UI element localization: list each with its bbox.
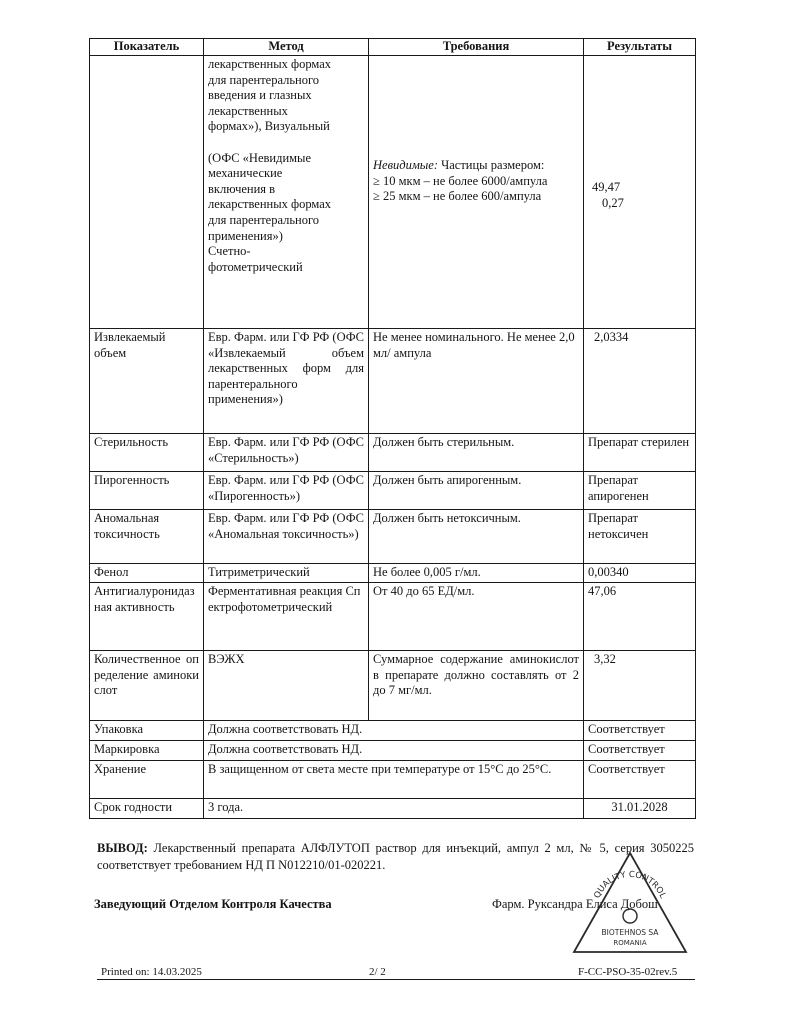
cell-result: 47,06 <box>584 583 696 651</box>
method-line: включения в <box>208 181 276 196</box>
table-row <box>90 434 696 472</box>
cell-indicator: Пирогенность <box>90 472 204 510</box>
cell-requirement: Должен быть стерильным. <box>369 434 584 472</box>
cell-indicator: Аномальная токсичность <box>90 510 204 564</box>
cell-result: Соответствует <box>584 721 696 741</box>
cell-indicator: Стерильность <box>90 434 204 472</box>
requirement-line: ≥ 10 мкм – не более 6000/ампула <box>373 173 548 188</box>
cell-result: 31.01.2028 <box>584 799 696 819</box>
method-line: для парентерального <box>208 72 320 87</box>
header-indicator: Показатель <box>90 39 204 56</box>
cell-result: Соответствует <box>584 741 696 761</box>
cell-method: Ферментативная реакция Спектрофотометрический <box>204 583 369 651</box>
cell-result: Препарат нетоксичен <box>584 510 696 564</box>
table-row <box>90 472 696 510</box>
table-row-merged <box>90 761 696 799</box>
method-line <box>208 135 364 151</box>
cell-result-invisible <box>584 56 696 329</box>
cell-indicator: Антигиалуронидазная активность <box>90 583 204 651</box>
footer-page-number: 2/ 2 <box>369 966 386 978</box>
table-row-merged <box>90 741 696 761</box>
requirement-label: Невидимые: <box>373 158 438 172</box>
cell-requirement: Не более 0,005 г/мл. <box>369 564 584 583</box>
quality-control-stamp <box>571 850 689 956</box>
method-line: фотометрический <box>208 259 303 274</box>
cell-requirement-invisible <box>369 56 584 329</box>
cell-result: Препарат стерилен <box>584 434 696 472</box>
stamp-arc-text: QUALITY CONTROL <box>592 869 668 901</box>
table-row <box>90 651 696 721</box>
requirement-line: ≥ 25 мкм – не более 600/ампула <box>373 189 542 204</box>
stamp-triangle <box>574 853 686 952</box>
cell-indicator: Фенол <box>90 564 204 583</box>
cell-merged-requirement: Должна соответствовать НД. <box>204 741 584 761</box>
table-row-merged <box>90 721 696 741</box>
cell-result: 0,00340 <box>584 564 696 583</box>
method-line: (ОФС «Невидимые <box>208 150 312 165</box>
table-row <box>90 564 696 583</box>
footer-divider <box>97 979 695 980</box>
method-line: для парентерального <box>208 212 320 227</box>
cell-requirement: Должен быть нетоксичным. <box>369 510 584 564</box>
method-line: Счетно- <box>208 244 251 259</box>
cell-indicator: Маркировка <box>90 741 204 761</box>
method-line: механические <box>208 166 283 181</box>
table-row <box>90 329 696 434</box>
cell-merged-requirement: 3 года. <box>204 799 584 819</box>
cell-result: 2,0334 <box>584 329 696 434</box>
table-row-merged <box>90 799 696 819</box>
cell-indicator: Хранение <box>90 761 204 799</box>
signature-name: Фарм. Руксандра Елиса Добош <box>492 897 658 911</box>
cell-requirement: Не менее номинального. Не менее 2,0 мл/ ампула <box>369 329 584 434</box>
cell-method: Евр. Фарм. или ГФ РФ (ОФС «Пирогенность») <box>204 472 369 510</box>
table-header-row <box>90 39 696 56</box>
result-value: 49,47 <box>592 180 621 194</box>
requirement-line <box>373 158 579 174</box>
cell-merged-requirement: Должна соответствовать НД. <box>204 721 584 741</box>
method-line: применения») <box>208 228 283 243</box>
requirement-text: Частицы размером: <box>437 158 545 172</box>
cell-indicator: Срок годности <box>90 799 204 819</box>
stamp-emblem <box>623 909 637 923</box>
method-line: лекарственных формах <box>208 197 332 212</box>
method-line: формах»), Визуальный <box>208 119 330 134</box>
table-row <box>90 583 696 651</box>
table-row <box>90 510 696 564</box>
header-results: Результаты <box>584 39 696 56</box>
header-method: Метод <box>204 39 369 56</box>
method-line: введения и глазных <box>208 88 312 103</box>
cell-indicator: Количественное определение аминокислот <box>90 651 204 721</box>
cell-result: Соответствует <box>584 761 696 799</box>
header-requirements: Требования <box>369 39 584 56</box>
cell-requirement: От 40 до 65 ЕД/мл. <box>369 583 584 651</box>
cell-requirement: Суммарное содержание аминокислот в препарате должно составлять от 2 до 7 мг/мл. <box>369 651 584 721</box>
cell-method: Евр. Фарм. или ГФ РФ (ОФС «Извлекаемый объем лекарственных форм для парентерального применения») <box>204 329 369 434</box>
cell-indicator: Упаковка <box>90 721 204 741</box>
verdict-label: ВЫВОД: <box>97 841 148 855</box>
verdict-text: Лекарственный препарата АЛФЛУТОП раствор для инъекций, ампул 2 мл, № 5, серия 3050225 соответствует требованием НД П N012210/01-020221. <box>97 841 694 872</box>
cell-merged-requirement: В защищенном от света месте при температуре от 15°С до 25°С. <box>204 761 584 799</box>
method-line: лекарственных <box>208 103 288 118</box>
method-line: лекарственных формах <box>208 57 332 71</box>
cell-method: ВЭЖХ <box>204 651 369 721</box>
stamp-country: ROMANIA <box>613 939 647 947</box>
signature-title: Заведующий Отделом Контроля Качества <box>94 897 332 911</box>
footer-form-code: F-CC-PSO-35-02rev.5 <box>578 966 678 978</box>
footer-printed-date: Printed on: 14.03.2025 <box>101 966 202 978</box>
stamp-company: BIOTEHNOS SA <box>601 928 659 937</box>
cell-method: Евр. Фарм. или ГФ РФ (ОФС «Аномальная токсичность») <box>204 510 369 564</box>
cell-result: 3,32 <box>584 651 696 721</box>
quality-control-table <box>89 38 696 819</box>
cell-method: Евр. Фарм. или ГФ РФ (ОФС «Стерильность») <box>204 434 369 472</box>
cell-indicator-empty <box>90 56 204 329</box>
cell-indicator: Извлекаемый объем <box>90 329 204 434</box>
cell-method: Титриметрический <box>204 564 369 583</box>
result-value: 0,27 <box>602 195 624 210</box>
table-row-invisible-particles <box>90 56 696 329</box>
cell-result: Препарат апирогенен <box>584 472 696 510</box>
cell-method-invisible <box>204 56 369 329</box>
cell-requirement: Должен быть апирогенным. <box>369 472 584 510</box>
